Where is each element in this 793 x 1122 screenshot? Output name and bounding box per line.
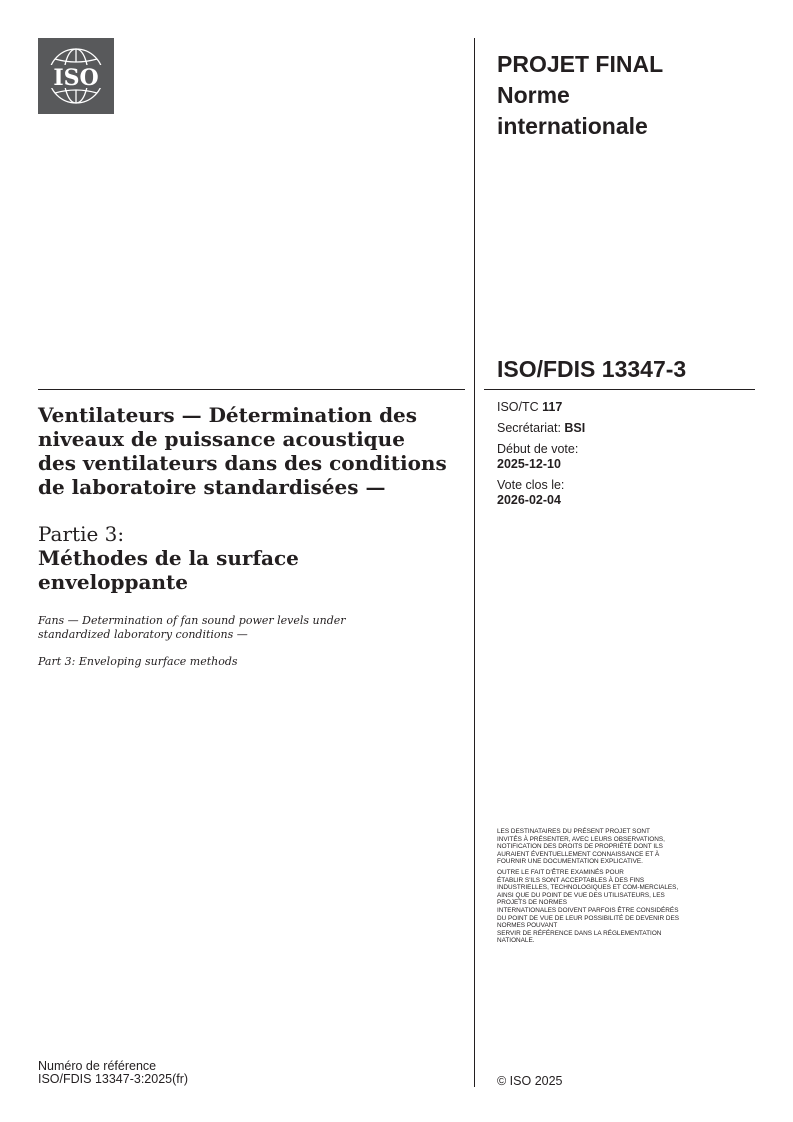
notice-paragraph-2 — [497, 869, 757, 945]
part-title-french — [38, 546, 463, 594]
horizontal-rule-left — [38, 389, 465, 390]
vote-end-value: 2026-02-04 — [497, 493, 561, 507]
notice-line: INDUSTRIELLES, TECHNOLOGIQUES ET COM-MERCIALES, — [497, 884, 679, 892]
reference-value: ISO/FDIS 13347-3:2025(fr) — [38, 1072, 189, 1086]
notice-line: AURAIENT ÉVENTUELLEMENT CONNAISSANCE ET À — [497, 850, 660, 858]
notice-line: INVITÉS À PRÉSENTER, AVEC LEURS OBSERVATIONS, — [497, 835, 665, 843]
notice-line: FOURNIR UNE DOCUMENTATION EXPLICATIVE. — [497, 858, 643, 866]
part-title-line: enveloppante — [38, 570, 188, 594]
part-title-english: Part 3: Enveloping surface methods — [38, 655, 238, 668]
standard-number: ISO/FDIS 13347-3 — [497, 356, 687, 382]
title-french — [38, 403, 463, 499]
document-metadata — [497, 400, 747, 514]
part-label: Partie 3: — [38, 522, 125, 546]
reference-number — [38, 1060, 188, 1086]
notice-line: ÉTABLIR S'ILS SONT ACCEPTABLES À DES FINS — [497, 876, 645, 884]
notice-paragraph-1 — [497, 828, 757, 866]
vote-start-value: 2025-12-10 — [497, 457, 561, 471]
title-fr-line: des ventilateurs dans des conditions — [38, 451, 447, 475]
title-en-line: Fans — Determination of fan sound power levels under — [38, 614, 346, 627]
vote-start — [497, 442, 747, 472]
draft-notice — [497, 828, 757, 948]
vote-end — [497, 478, 747, 508]
notice-line: AINSI QUE DU POINT DE VUE DES UTILISATEURS, LES — [497, 891, 665, 899]
vote-start-label: Début de vote: — [497, 442, 579, 456]
reference-label: Numéro de référence — [38, 1059, 157, 1073]
vertical-divider — [474, 38, 475, 1087]
title-english — [38, 614, 463, 642]
iso-logo — [38, 38, 114, 114]
horizontal-rule-right — [484, 389, 755, 390]
notice-line: INTERNATIONALES DOIVENT PARFOIS ÊTRE CONSIDÉRÉS — [497, 906, 679, 914]
secretariat-label: Secrétariat: — [497, 421, 565, 435]
status-line-3: internationale — [497, 113, 648, 139]
title-en-line: standardized laboratory conditions — — [38, 628, 248, 641]
notice-line: NATIONALE. — [497, 937, 535, 945]
notice-line: PROJETS DE NORMES — [497, 899, 567, 907]
notice-line: LES DESTINATAIRES DU PRÉSENT PROJET SONT — [497, 828, 650, 835]
copyright: © ISO 2025 — [497, 1074, 563, 1088]
document-status — [497, 49, 747, 142]
vote-end-label: Vote clos le: — [497, 478, 565, 492]
status-line-1: PROJET FINAL — [497, 51, 664, 77]
notice-line: SERVIR DE RÉFÉRENCE DANS LA RÉGLEMENTATION — [497, 929, 662, 937]
technical-committee — [497, 400, 747, 415]
notice-line: NOTIFICATION DES DROITS DE PROPRIÉTÉ DONT ILS — [497, 843, 663, 851]
status-line-2: Norme — [497, 82, 570, 108]
secretariat-value: BSI — [564, 421, 586, 435]
title-fr-line: niveaux de puissance acoustique — [38, 427, 405, 451]
title-fr-line: de laboratoire standardisées — — [38, 475, 386, 499]
tc-label: ISO/TC — [497, 400, 543, 414]
notice-line: NORMES POUVANT — [497, 922, 558, 930]
iso-logo-text: ISO — [53, 65, 99, 91]
notice-line: DU POINT DE VUE DE LEUR POSSIBILITÉ DE DEVENIR DES — [497, 914, 680, 922]
title-fr-line: Ventilateurs — Détermination des — [38, 403, 418, 427]
part-title-line: Méthodes de la surface — [38, 546, 299, 570]
notice-line: OUTRE LE FAIT D'ÊTRE EXAMINÉS POUR — [497, 868, 624, 876]
secretariat — [497, 421, 747, 436]
tc-value: 117 — [542, 400, 563, 414]
iso-globe-icon — [38, 38, 114, 114]
